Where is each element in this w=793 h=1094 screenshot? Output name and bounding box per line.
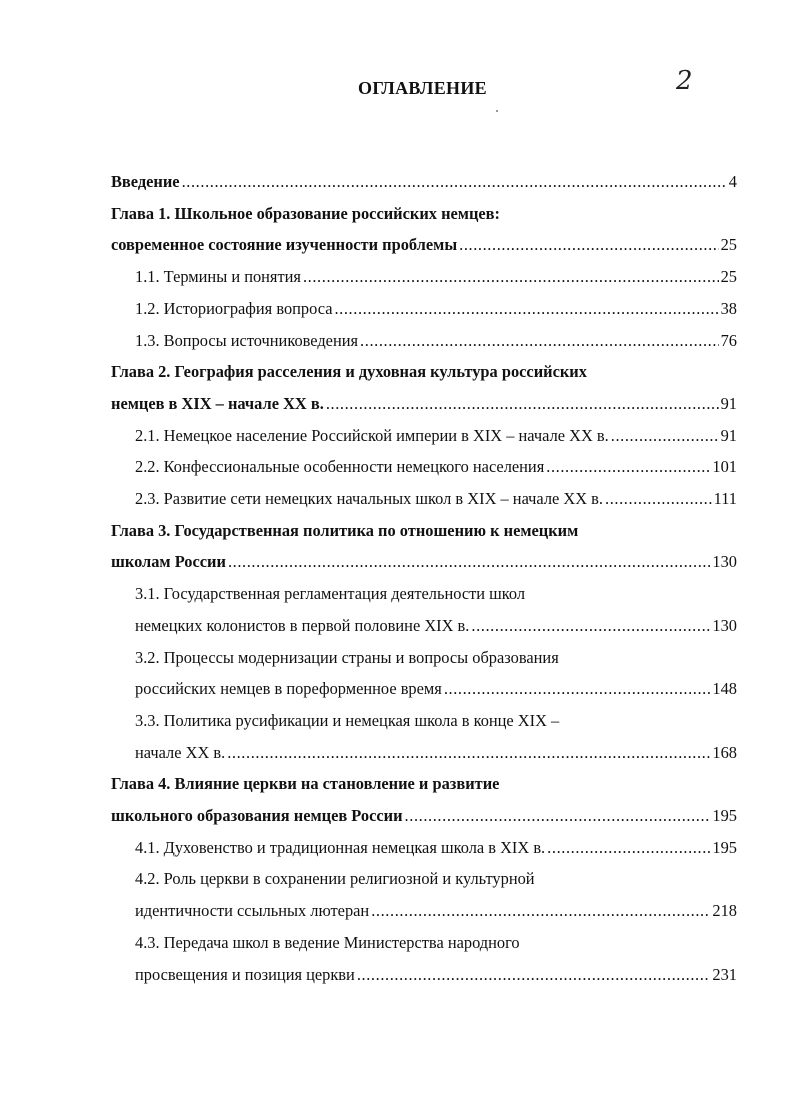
toc-entry-page: 231: [712, 964, 737, 984]
toc-dot-leader: [547, 838, 710, 858]
toc-entry-title: 3.2. Процессы модернизации страны и вопросы образования: [135, 647, 559, 667]
toc-entry: [111, 394, 737, 422]
toc-entry: [111, 267, 737, 295]
toc-entry-page: 195: [712, 837, 737, 857]
toc-heading: [111, 869, 737, 897]
page-title: ОГЛАВЛЕНИЕ: [358, 78, 487, 98]
toc-dot-leader: [227, 743, 710, 763]
toc-entry-page: 130: [712, 615, 737, 635]
toc-heading: [111, 362, 737, 390]
toc-entry-title: 2.1. Немецкое население Российской империи в XIX – начале XX в.: [135, 425, 609, 445]
toc-dot-leader: [303, 267, 719, 287]
toc-entry: [111, 965, 737, 993]
toc-entry-title: Глава 1. Школьное образование российских немцев:: [111, 203, 500, 223]
toc-heading: [111, 584, 737, 612]
toc-entry: [111, 489, 737, 517]
toc-dot-leader: [228, 552, 710, 572]
toc-entry-page: 91: [720, 393, 737, 413]
toc-heading: [111, 648, 737, 676]
toc-entry: [111, 235, 737, 263]
toc-entry-title: школам России: [111, 552, 226, 572]
toc-entry-title: 3.3. Политика русификации и немецкая школа в конце XIX –: [135, 710, 560, 730]
toc-entry-page: 101: [712, 457, 737, 477]
toc-dot-leader: [182, 172, 727, 192]
toc-entry-title: современное состояние изученности проблемы: [111, 235, 458, 255]
toc-entry: [111, 743, 737, 771]
toc-dot-leader: [611, 426, 719, 446]
toc-entry-title: 4.1. Духовенство и традиционная немецкая школа в XIX в.: [135, 837, 546, 857]
toc-dot-leader: [546, 457, 710, 477]
toc-entry: [111, 426, 737, 454]
toc-entry-title: Введение: [111, 172, 180, 191]
toc-entry-page: 25: [720, 267, 737, 287]
toc-entry-title: немецких колонистов в первой половине XIX в.: [135, 615, 470, 635]
toc-entry-title: 1.1. Термины и понятия: [135, 267, 301, 287]
toc-entry-title: 4.2. Роль церкви в сохранении религиозной и культурной: [135, 869, 535, 889]
toc-entry-title: 3.1. Государственная регламентация деятельности школ: [135, 584, 526, 604]
toc-heading: [111, 774, 737, 802]
toc-entry: [111, 838, 737, 866]
toc-entry: [111, 457, 737, 485]
toc-dot-leader: [334, 299, 718, 319]
toc-entry-page: 38: [720, 298, 737, 318]
toc-dot-leader: [471, 616, 710, 636]
toc-entry: [111, 172, 737, 200]
toc-entry: [111, 806, 737, 834]
toc-entry-title: Глава 4. Влияние церкви на становление и развитие: [111, 774, 500, 794]
toc-entry-title: начале XX в.: [135, 742, 226, 762]
toc-entry-page: 91: [720, 425, 737, 445]
toc-entry-title: 2.2. Конфессиональные особенности немецкого населения: [135, 457, 545, 477]
scan-speck: [496, 110, 498, 112]
toc-entry-title: немцев в XIX – начале XX в.: [111, 393, 324, 413]
toc-entry-page: 111: [713, 489, 737, 508]
toc-entry-title: 4.3. Передача школ в ведение Министерства народного: [135, 932, 520, 952]
toc-entry-title: идентичности ссыльных лютеран: [135, 901, 370, 921]
toc-dot-leader: [371, 901, 710, 921]
toc-dot-leader: [459, 235, 718, 255]
toc-entry: [111, 299, 737, 327]
toc-entry: [111, 331, 737, 359]
toc-entry-title: просвещения и позиция церкви: [135, 964, 355, 984]
page-number: 2: [676, 66, 693, 96]
toc-entry-page: 25: [720, 235, 737, 255]
toc-entry-page: 76: [720, 330, 737, 350]
toc-entry-title: российских немцев в пореформенное время: [135, 679, 442, 699]
toc-entry-title: школьного образования немцев России: [111, 806, 403, 825]
toc-dot-leader: [605, 489, 712, 509]
toc-entry-title: 2.3. Развитие сети немецких начальных школ в XIX – начале XX в.: [135, 489, 604, 508]
toc-entry-page: 195: [712, 806, 737, 825]
toc-heading: [111, 204, 737, 232]
toc-dot-leader: [360, 331, 719, 351]
toc-dot-leader: [357, 965, 711, 985]
toc-entry-page: 218: [712, 901, 737, 921]
toc-entry-title: 1.2. Историография вопроса: [135, 298, 333, 318]
toc-entry: [111, 552, 737, 580]
toc-heading: [111, 521, 737, 549]
toc-entry-title: 1.3. Вопросы источниковедения: [135, 330, 359, 350]
toc-entry-page: 130: [712, 552, 737, 572]
toc-entry-title: Глава 3. Государственная политика по отношению к немецким: [111, 520, 579, 540]
toc-heading: [111, 933, 737, 961]
toc-dot-leader: [326, 394, 719, 414]
toc-dot-leader: [405, 806, 711, 826]
toc-entry: [111, 679, 737, 707]
toc-heading: [111, 711, 737, 739]
toc-dot-leader: [444, 679, 711, 699]
toc-entry: [111, 616, 737, 644]
toc-entry-page: 4: [728, 172, 737, 191]
toc-entry-page: 148: [712, 679, 737, 699]
toc-entry-page: 168: [712, 742, 737, 762]
toc-entry-title: Глава 2. География расселения и духовная культура российских: [111, 362, 587, 382]
toc-entry: [111, 901, 737, 929]
